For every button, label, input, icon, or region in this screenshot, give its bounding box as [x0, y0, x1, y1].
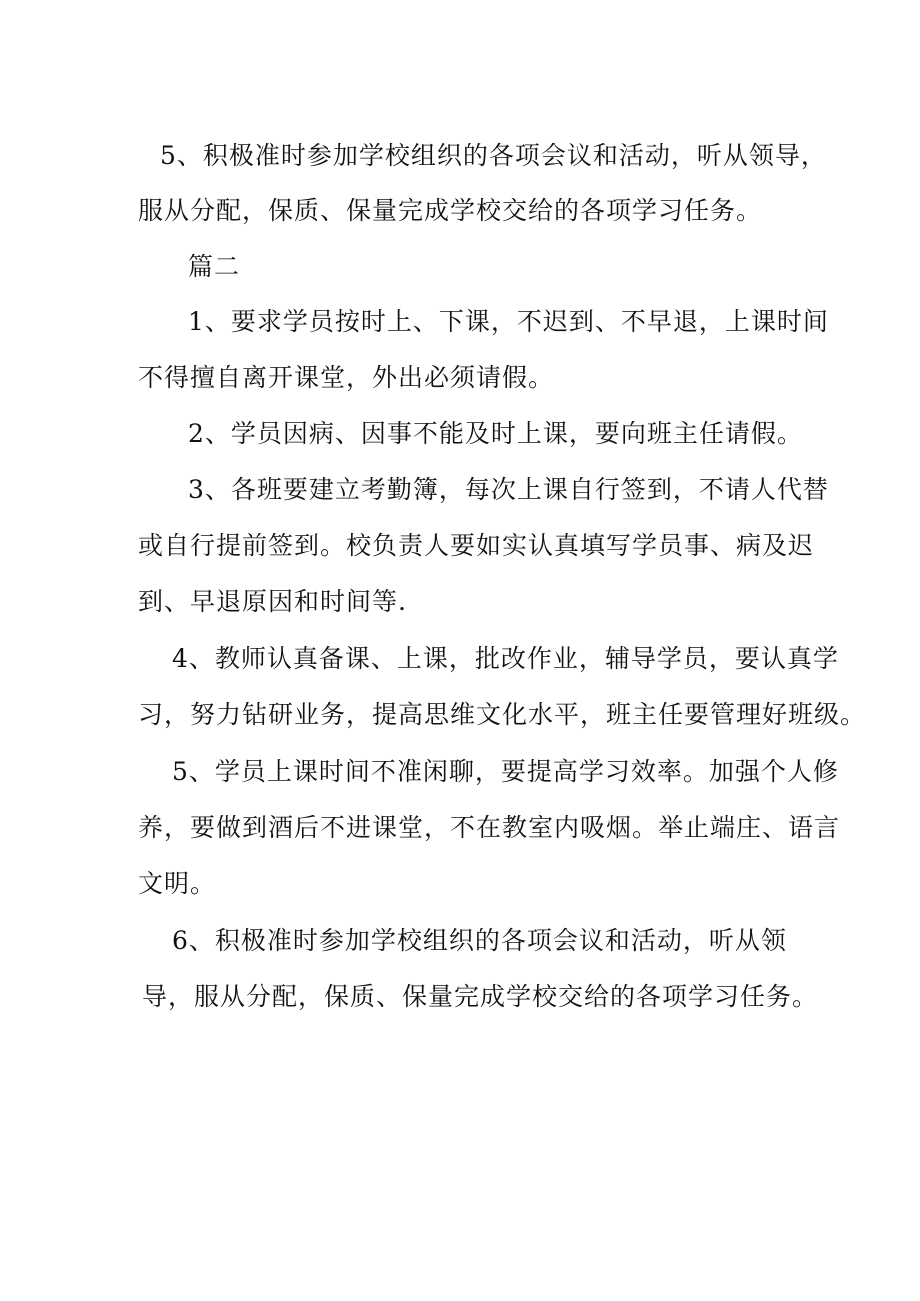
section-heading: 篇二: [188, 252, 241, 281]
paragraph-6-line-1: 6、积极准时参加学校组织的各项会议和活动，听从领: [172, 926, 787, 955]
paragraph-5b-line-3: 文明。: [138, 869, 217, 898]
paragraph-6-line-2: 导，服从分配，保质、保量完成学校交给的各项学习任务。: [142, 982, 819, 1011]
paragraph-2-line-1: 2、学员因病、因事不能及时上课，要向班主任请假。: [188, 419, 803, 448]
paragraph-1-line-2: 不得擅自离开课堂，外出必须请假。: [138, 363, 555, 392]
paragraph-5b-line-2: 养，要做到酒后不进课堂，不在教室内吸烟。举止端庄、语言: [138, 813, 841, 842]
paragraph-3-line-3: 到、早退原因和时间等.: [138, 587, 407, 616]
paragraph-5-line-1: 5、积极准时参加学校组织的各项会议和活动，听从领导，: [160, 141, 827, 170]
paragraph-1-line-1: 1、要求学员按时上、下课，不迟到、不早退，上课时间: [188, 307, 829, 336]
paragraph-4-line-1: 4、教师认真备课、上课，批改作业，辅导学员，要认真学: [172, 644, 839, 673]
paragraph-3-line-1: 3、各班要建立考勤簿，每次上课自行签到，不请人代替: [188, 475, 829, 504]
paragraph-5-line-2: 服从分配，保质、保量完成学校交给的各项学习任务。: [138, 196, 763, 225]
paragraph-3-line-2: 或自行提前签到。校负责人要如实认真填写学员事、病及迟: [138, 531, 815, 560]
paragraph-5b-line-1: 5、学员上课时间不准闲聊，要提高学习效率。加强个人修: [172, 757, 839, 786]
paragraph-4-line-2: 习，努力钻研业务，提高思维文化水平，班主任要管理好班级。: [138, 700, 867, 729]
